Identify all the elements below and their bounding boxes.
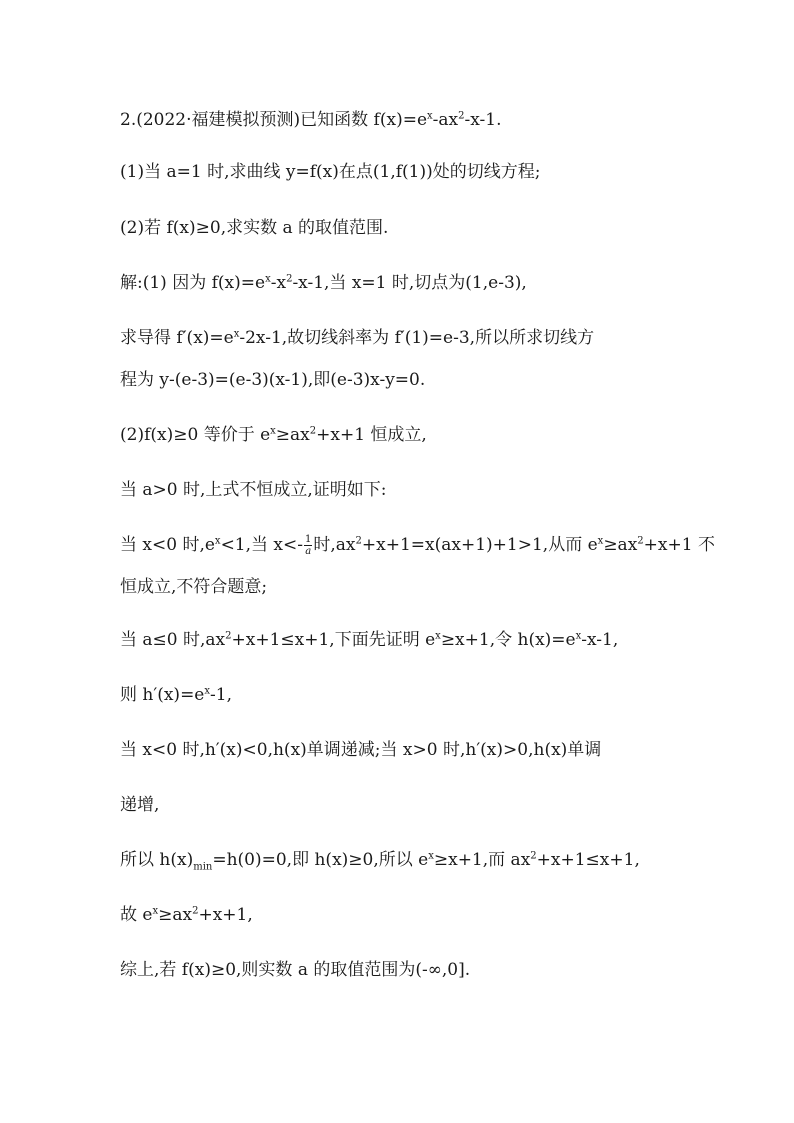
solution-line-11: 递增, [120,795,160,815]
text: +x+1, [198,905,253,925]
text: -x-1. [464,110,502,130]
text: 所以 h(x) [120,850,194,870]
superscript: 2 [355,535,362,547]
solution-line-12 [120,850,680,873]
fraction [304,534,312,557]
solution-line-5: 当 a>0 时,上式不恒成立,证明如下: [120,480,387,500]
subscript: min [193,861,213,873]
text: -x [270,273,287,293]
superscript: 2 [309,425,317,437]
text: 解:(1) 因为 f(x)=e [120,273,266,293]
superscript: x [270,425,276,437]
problem-part-1: (1)当 a=1 时,求曲线 y=f(x)在点(1,f(1))处的切线方程; [120,162,541,182]
text: -2x-1,故切线斜率为 f′(1)=e-3,所以所求切线方 [239,328,595,348]
solution-line-10: 当 x<0 时,h′(x)<0,h(x)单调递减;当 x>0 时,h′(x)>0,h(x)单调 [120,740,602,760]
superscript: x [265,273,271,285]
solution-line-13 [120,905,680,925]
superscript: x [152,905,159,917]
superscript: 2 [192,905,199,917]
superscript: x [575,630,582,642]
problem-header [120,110,680,130]
superscript: x [214,535,221,547]
text: ≥ax [603,535,638,555]
text: (2)f(x)≥0 等价于 e [120,425,271,445]
text: +x+1 不 [643,535,715,555]
solution-line-14: 综上,若 f(x)≥0,则实数 a 的取值范围为(-∞,0]. [120,960,471,980]
solution-line-1 [120,273,680,293]
text: -1, [210,685,232,705]
text: +x+1≤x+1,下面先证明 e [231,630,436,650]
text: +x+1≤x+1, [536,850,640,870]
superscript: x [428,850,434,862]
solution-line-9 [120,685,680,705]
fraction-numerator: 1 [305,534,312,545]
superscript: x [435,630,441,642]
solution-line-8 [120,630,680,650]
text: 当 a≤0 时,ax [120,630,226,650]
text: 求导得 f′(x)=e [120,328,234,348]
solution-line-3: 程为 y-(e-3)=(e-3)(x-1),即(e-3)x-y=0. [120,370,426,390]
superscript: x [204,685,211,697]
solution-line-2 [120,328,680,348]
text: 则 h′(x)=e [120,685,205,705]
superscript: x [427,110,433,122]
solution-line-7: 恒成立,不符合题意; [120,577,268,597]
superscript: 2 [530,850,537,862]
text: 当 x<0 时,e [120,535,215,555]
superscript: 2 [458,110,465,122]
text: ≥ax [158,905,193,925]
superscript: 2 [286,273,293,285]
text: +x+1 恒成立, [316,425,427,445]
text: +x+1=x(ax+1)+1>1,从而 e [361,535,598,555]
fraction-denominator: a [305,546,312,557]
text: ≥x+1,令 h(x)=e [440,630,576,650]
solution-line-4 [120,425,680,445]
text: -ax [432,110,459,130]
solution-line-6 [120,534,715,557]
text: 时,ax [313,535,356,555]
superscript: x [233,328,240,340]
text: =h(0)=0,即 h(x)≥0,所以 e [212,850,429,870]
text: 故 e [120,905,153,925]
text: <1,当 x<- [220,535,304,555]
superscript: 2 [637,535,644,547]
problem-part-2: (2)若 f(x)≥0,求实数 a 的取值范围. [120,218,389,238]
text: -x-1,当 x=1 时,切点为(1,e-3), [292,273,527,293]
text: -x-1, [581,630,619,650]
text: ≥x+1,而 ax [433,850,531,870]
superscript: x [597,535,604,547]
text: ≥ax [275,425,310,445]
text: 2.(2022·福建模拟预测)已知函数 f(x)=e [120,110,428,130]
superscript: 2 [225,630,232,642]
